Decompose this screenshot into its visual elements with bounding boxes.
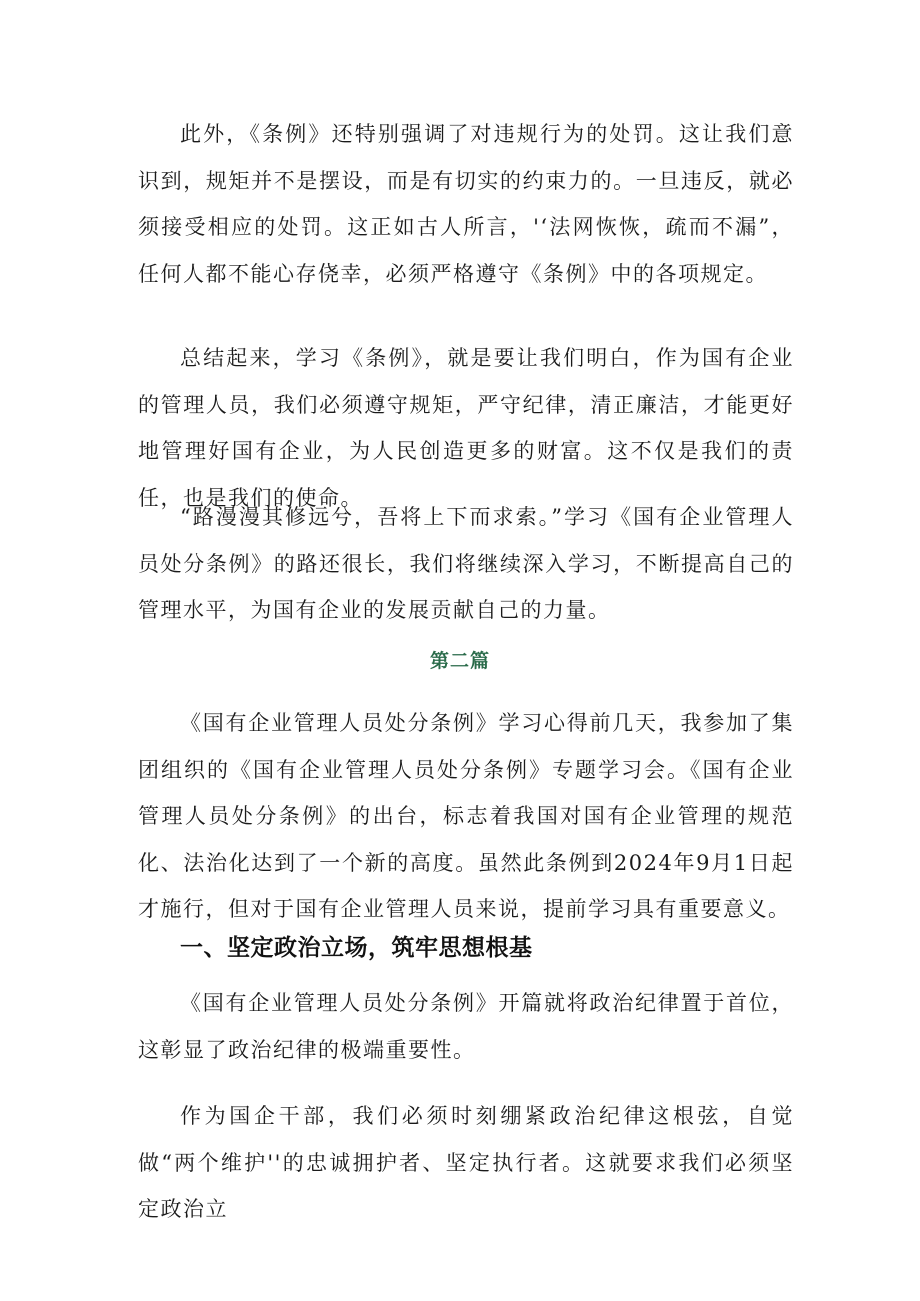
body-paragraph: 《国有企业管理人员处分条例》学习心得前几天，我参加了集团组织的《国有企业管理人员处分条例》专题学习会。《国有企业管理人员处分条例》的出台，标志着我国对国有企业管理的规范化、法治化达到了一个新的高度。虽然此条例到2024年9月1日起才施行，但对于国有企业管理人员来说，提前学习具有重要意义。 (138, 711, 794, 921)
body-paragraph: 作为国企干部，我们必须时刻绷紧政治纪律这根弦，自觉做“两个维护''的忠诚拥护者、坚定执行者。这就要求我们必须坚定政治立 (138, 1104, 794, 1221)
body-paragraph: 此外，《条例》还特别强调了对违规行为的处罚。这让我们意识到，规矩并不是摆设，而是有切实的约束力的。一旦违反，就必须接受相应的处罚。这正如古人所言，'‘法网恢恢，疏而不漏”，任何人都不能心存侥幸，必须严格遵守《条例》中的各项规定。 (138, 122, 794, 286)
subheading: 一、坚定政治立场，筑牢思想根基 (180, 935, 533, 961)
body-paragraph: 总结起来，学习《条例》，就是要让我们明白，作为国有企业的管理人员，我们必须遵守规矩，严守纪律，清正廉洁，才能更好地管理好国有企业，为人民创造更多的财富。这不仅是我们的责任，也是我们的使命。 (138, 346, 794, 510)
section-title: 第二篇 (429, 650, 490, 672)
body-paragraph: “路漫漫其修远兮，吾将上下而求索。”学习《国有企业管理人员处分条例》的路还很长，我们将继续深入学习，不断提高自己的管理水平，为国有企业的发展贡献自己的力量。 (138, 505, 794, 622)
body-paragraph: 《国有企业管理人员处分条例》开篇就将政治纪律置于首位，这彰显了政治纪律的极端重要性。 (138, 991, 794, 1062)
